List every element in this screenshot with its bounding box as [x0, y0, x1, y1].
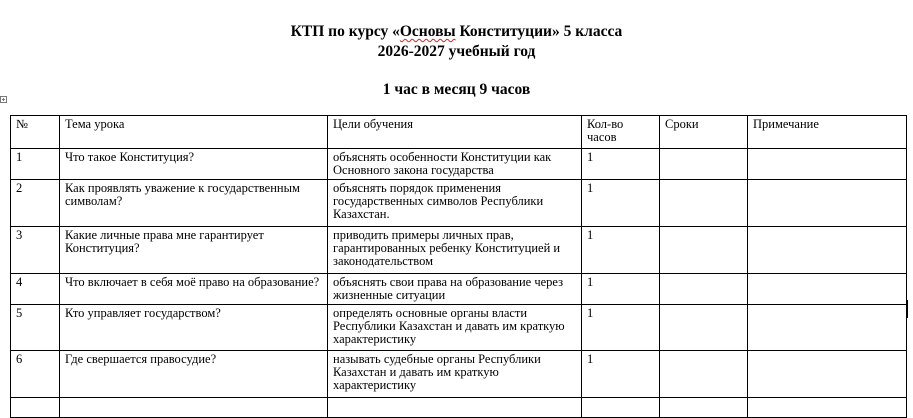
- row-dates: [660, 227, 748, 274]
- row-note: [748, 351, 907, 398]
- row-num: 4: [11, 274, 60, 305]
- table-row: [11, 149, 907, 180]
- header-dates: Сроки: [660, 116, 748, 149]
- row-topic: Что такое Конституция?: [60, 149, 328, 180]
- row-topic: Что включает в себя моё право на образование?: [60, 274, 328, 305]
- row-num: 1: [11, 149, 60, 180]
- academic-year: 2026-2027 учебный год: [377, 43, 536, 60]
- ktp-table: [10, 115, 907, 418]
- title-spellcheck-word: Основы: [399, 23, 456, 40]
- header-row: [11, 116, 907, 149]
- row-goal: определять основные органы власти Республики Казахстан и давать им краткую характеристику: [328, 305, 582, 351]
- row-hours: 1: [582, 351, 660, 398]
- table-move-handle-icon[interactable]: [0, 96, 7, 103]
- header-note: Примечание: [748, 116, 907, 149]
- row-goal: объяснять порядок применения государственных символов Республики Казахстан.: [328, 180, 582, 227]
- row-hours: 1: [582, 227, 660, 274]
- row-hours: 1: [582, 180, 660, 227]
- table-row: [11, 180, 907, 227]
- row-num: 6: [11, 351, 60, 398]
- title-rest: Конституции» 5 класса: [455, 23, 623, 40]
- row-topic: Как проявлять уважение к государственным символам?: [60, 180, 328, 227]
- row-topic: Где свершается правосудие?: [60, 351, 328, 398]
- row-topic: Кто управляет государством?: [60, 305, 328, 351]
- row-note: [748, 149, 907, 180]
- row-goal: называть судебные органы Республики Казахстан и давать им краткую характеристику: [328, 351, 582, 398]
- row-topic: Какие личные права мне гарантирует Конституция?: [60, 227, 328, 274]
- header-hours: Кол-во часов: [582, 116, 660, 149]
- row-dates: [660, 180, 748, 227]
- row-hours: 1: [582, 149, 660, 180]
- row-num: 5: [11, 305, 60, 351]
- row-dates: [660, 149, 748, 180]
- row-dates: [660, 274, 748, 305]
- title-prefix: КТП по курсу «: [290, 23, 400, 40]
- table-row: [11, 351, 907, 398]
- hours-summary: 1 час в месяц 9 часов: [382, 81, 531, 98]
- row-goal: объяснять свои права на образование через жизненные ситуации: [328, 274, 582, 305]
- row-dates: [660, 351, 748, 398]
- header-num: №: [11, 116, 60, 149]
- row-note: [748, 305, 907, 351]
- row-hours: 1: [582, 274, 660, 305]
- table-row: [11, 227, 907, 274]
- row-num: 3: [11, 227, 60, 274]
- row-num: 2: [11, 180, 60, 227]
- row-note: [748, 227, 907, 274]
- header-goal: Цели обучения: [328, 116, 582, 149]
- row-goal: объяснять особенности Конституции как Основного закона государства: [328, 149, 582, 180]
- row-note: [748, 274, 907, 305]
- row-goal: приводить примеры личных прав, гарантированных ребенку Конституцией и законодательством: [328, 227, 582, 274]
- header-topic: Тема урока: [60, 116, 328, 149]
- table-row: [11, 305, 907, 351]
- table-row: [11, 274, 907, 305]
- row-hours: 1: [582, 305, 660, 351]
- document-title: [0, 23, 913, 41]
- row-note: [748, 180, 907, 227]
- text-cursor: [907, 300, 908, 318]
- row-dates: [660, 305, 748, 351]
